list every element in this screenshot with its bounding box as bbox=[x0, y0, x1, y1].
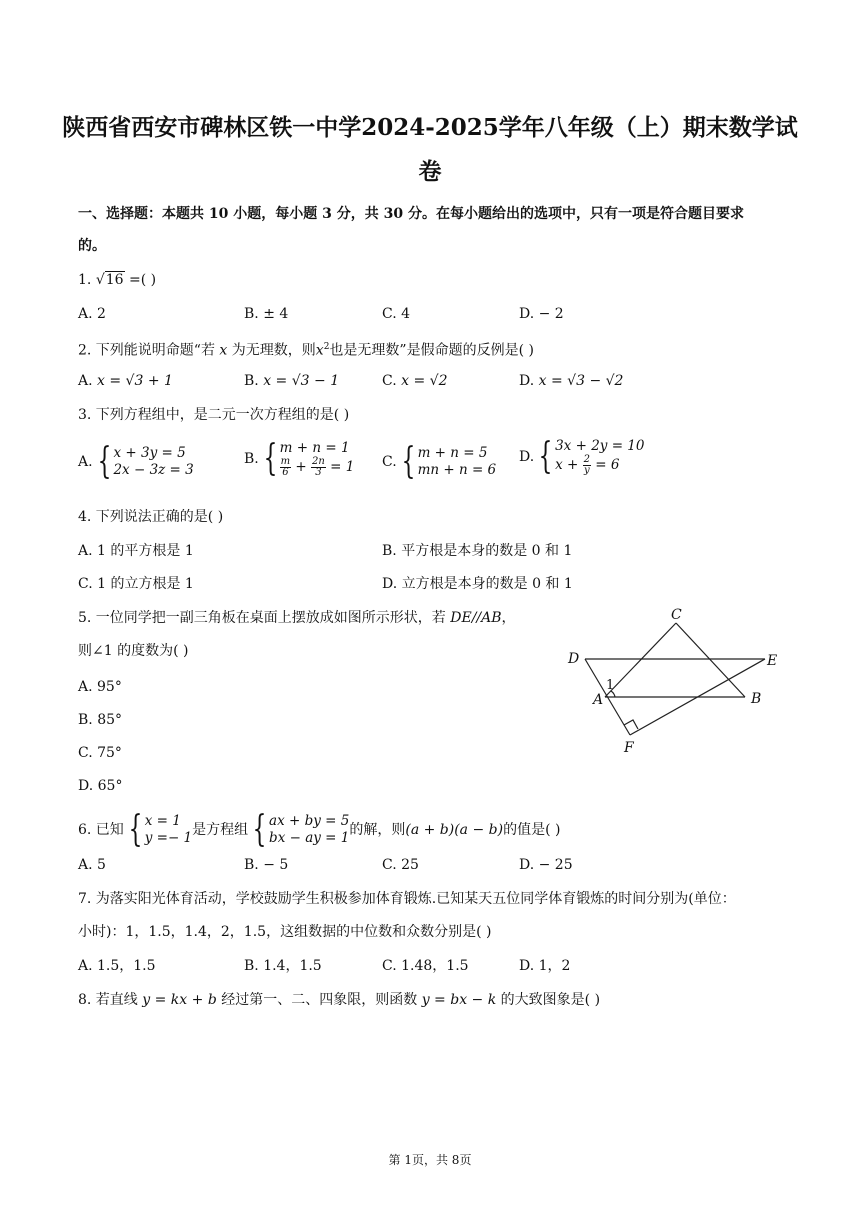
exam-title-line1: 陕西省西安市碑林区铁一中学2024-2025学年八年级（上）期末数学试 bbox=[62, 114, 798, 141]
q7-option-d[interactable]: D. 1，2 bbox=[519, 958, 571, 974]
q6-option-c[interactable]: C. 25 bbox=[382, 857, 419, 873]
q3-option-a[interactable]: A. { x + 3y = 5 2x − 3z = 3 bbox=[78, 441, 194, 482]
label-c: C bbox=[671, 607, 682, 623]
section-heading-line2: 的。 bbox=[78, 238, 106, 254]
label-angle-1: 1 bbox=[606, 678, 615, 693]
question-8: 8. 若直线 y = kx + b 经过第一、二、四象限，则函数 y = bx − k 的大致图象是( ) bbox=[78, 992, 601, 1008]
question-2: 2. 下列能说明命题“若 x 为无理数，则$x^2$也是无理数”是假命题的反例是( ) bbox=[78, 342, 534, 359]
label-f: F bbox=[624, 740, 634, 756]
q7-option-a[interactable]: A. 1.5，1.5 bbox=[78, 958, 156, 974]
question-4: 4. 下列说法正确的是( ) bbox=[78, 509, 224, 525]
section-heading-line1: 一、选择题：本题共 10 小题，每小题 3 分，共 30 分。在每小题给出的选项中，只有一项是符合题目要求 bbox=[78, 206, 744, 222]
question-7: 7. 为落实阳光体育活动，学校鼓励学生积极参加体育锻炼.已知某天五位同学体育锻炼的时间分别为(单位： bbox=[78, 891, 736, 907]
question-7-line2: 小时)：1，1.5，1.4，2，1.5，这组数据的中位数和众数分别是( ) bbox=[78, 924, 492, 940]
q4-option-d[interactable]: D. 立方根是本身的数是 0 和 1 bbox=[382, 576, 573, 592]
q1-option-d[interactable]: D. − 2 bbox=[519, 306, 564, 322]
q6-option-b[interactable]: B. − 5 bbox=[244, 857, 289, 873]
label-e: E bbox=[767, 653, 778, 669]
question-5-line2: 则∠1 的度数为( ) bbox=[78, 643, 189, 659]
question-3: 3. 下列方程组中，是二元一次方程组的是( ) bbox=[78, 407, 350, 423]
q5-option-b[interactable]: B. 85° bbox=[78, 712, 123, 728]
label-a: A bbox=[593, 692, 604, 708]
question-6: 6. 已知 { x = 1 y =− 1 是方程组 { ax + by = 5 bx − ay = 1 的解，则(a + b)(a − b)的值是( ) bbox=[78, 809, 561, 850]
q2-option-a[interactable]: A. x = √3 + 1 bbox=[78, 373, 173, 389]
q2-option-b[interactable]: B. x = √3 − 1 bbox=[244, 373, 340, 389]
exam-title-line2: 卷 bbox=[418, 158, 442, 185]
q7-option-b[interactable]: B. 1.4，1.5 bbox=[244, 958, 322, 974]
label-d: D bbox=[568, 651, 580, 667]
q5-option-c[interactable]: C. 75° bbox=[78, 745, 122, 761]
page-footer: 第 1页，共 8页 bbox=[388, 1153, 472, 1167]
q1-option-c[interactable]: C. 4 bbox=[382, 306, 411, 322]
q3-option-d[interactable]: D. { 3x + 2y = 10 x + $\frac{2}{y}$ = 6 bbox=[519, 436, 645, 477]
q4-option-b[interactable]: B. 平方根是本身的数是 0 和 1 bbox=[382, 543, 573, 559]
q2-option-d[interactable]: D. x = √3 − √2 bbox=[519, 373, 624, 389]
question-5: 5. 一位同学把一副三角板在桌面上摆放成如图所示形状，若 DE//AB， bbox=[78, 610, 516, 626]
q1-radicand: 16 bbox=[105, 272, 124, 288]
question-1: 1. √16 =( ) bbox=[78, 272, 157, 288]
line-cb bbox=[676, 623, 745, 697]
q3-option-b[interactable]: B. { m + n = 1 $\frac{m}{6}$ + $\frac{2n}{3}$ = 1 bbox=[244, 438, 355, 479]
line-ac bbox=[605, 623, 676, 697]
label-b: B bbox=[751, 691, 762, 707]
q1-option-b[interactable]: B. ± 4 bbox=[244, 306, 289, 322]
q5-option-a[interactable]: A. 95° bbox=[78, 679, 122, 695]
q6-option-d[interactable]: D. − 25 bbox=[519, 857, 573, 873]
q5-triangle-figure bbox=[560, 605, 790, 765]
q6-option-a[interactable]: A. 5 bbox=[78, 857, 106, 873]
q4-option-a[interactable]: A. 1 的平方根是 1 bbox=[78, 543, 194, 559]
q7-option-c[interactable]: C. 1.48，1.5 bbox=[382, 958, 469, 974]
q2-option-c[interactable]: C. x = √2 bbox=[382, 373, 448, 389]
q3-option-c[interactable]: C. { m + n = 5 mn + n = 6 bbox=[382, 441, 497, 482]
q5-option-d[interactable]: D. 65° bbox=[78, 778, 123, 794]
q1-option-a[interactable]: A. 2 bbox=[78, 306, 106, 322]
q4-option-c[interactable]: C. 1 的立方根是 1 bbox=[78, 576, 194, 592]
